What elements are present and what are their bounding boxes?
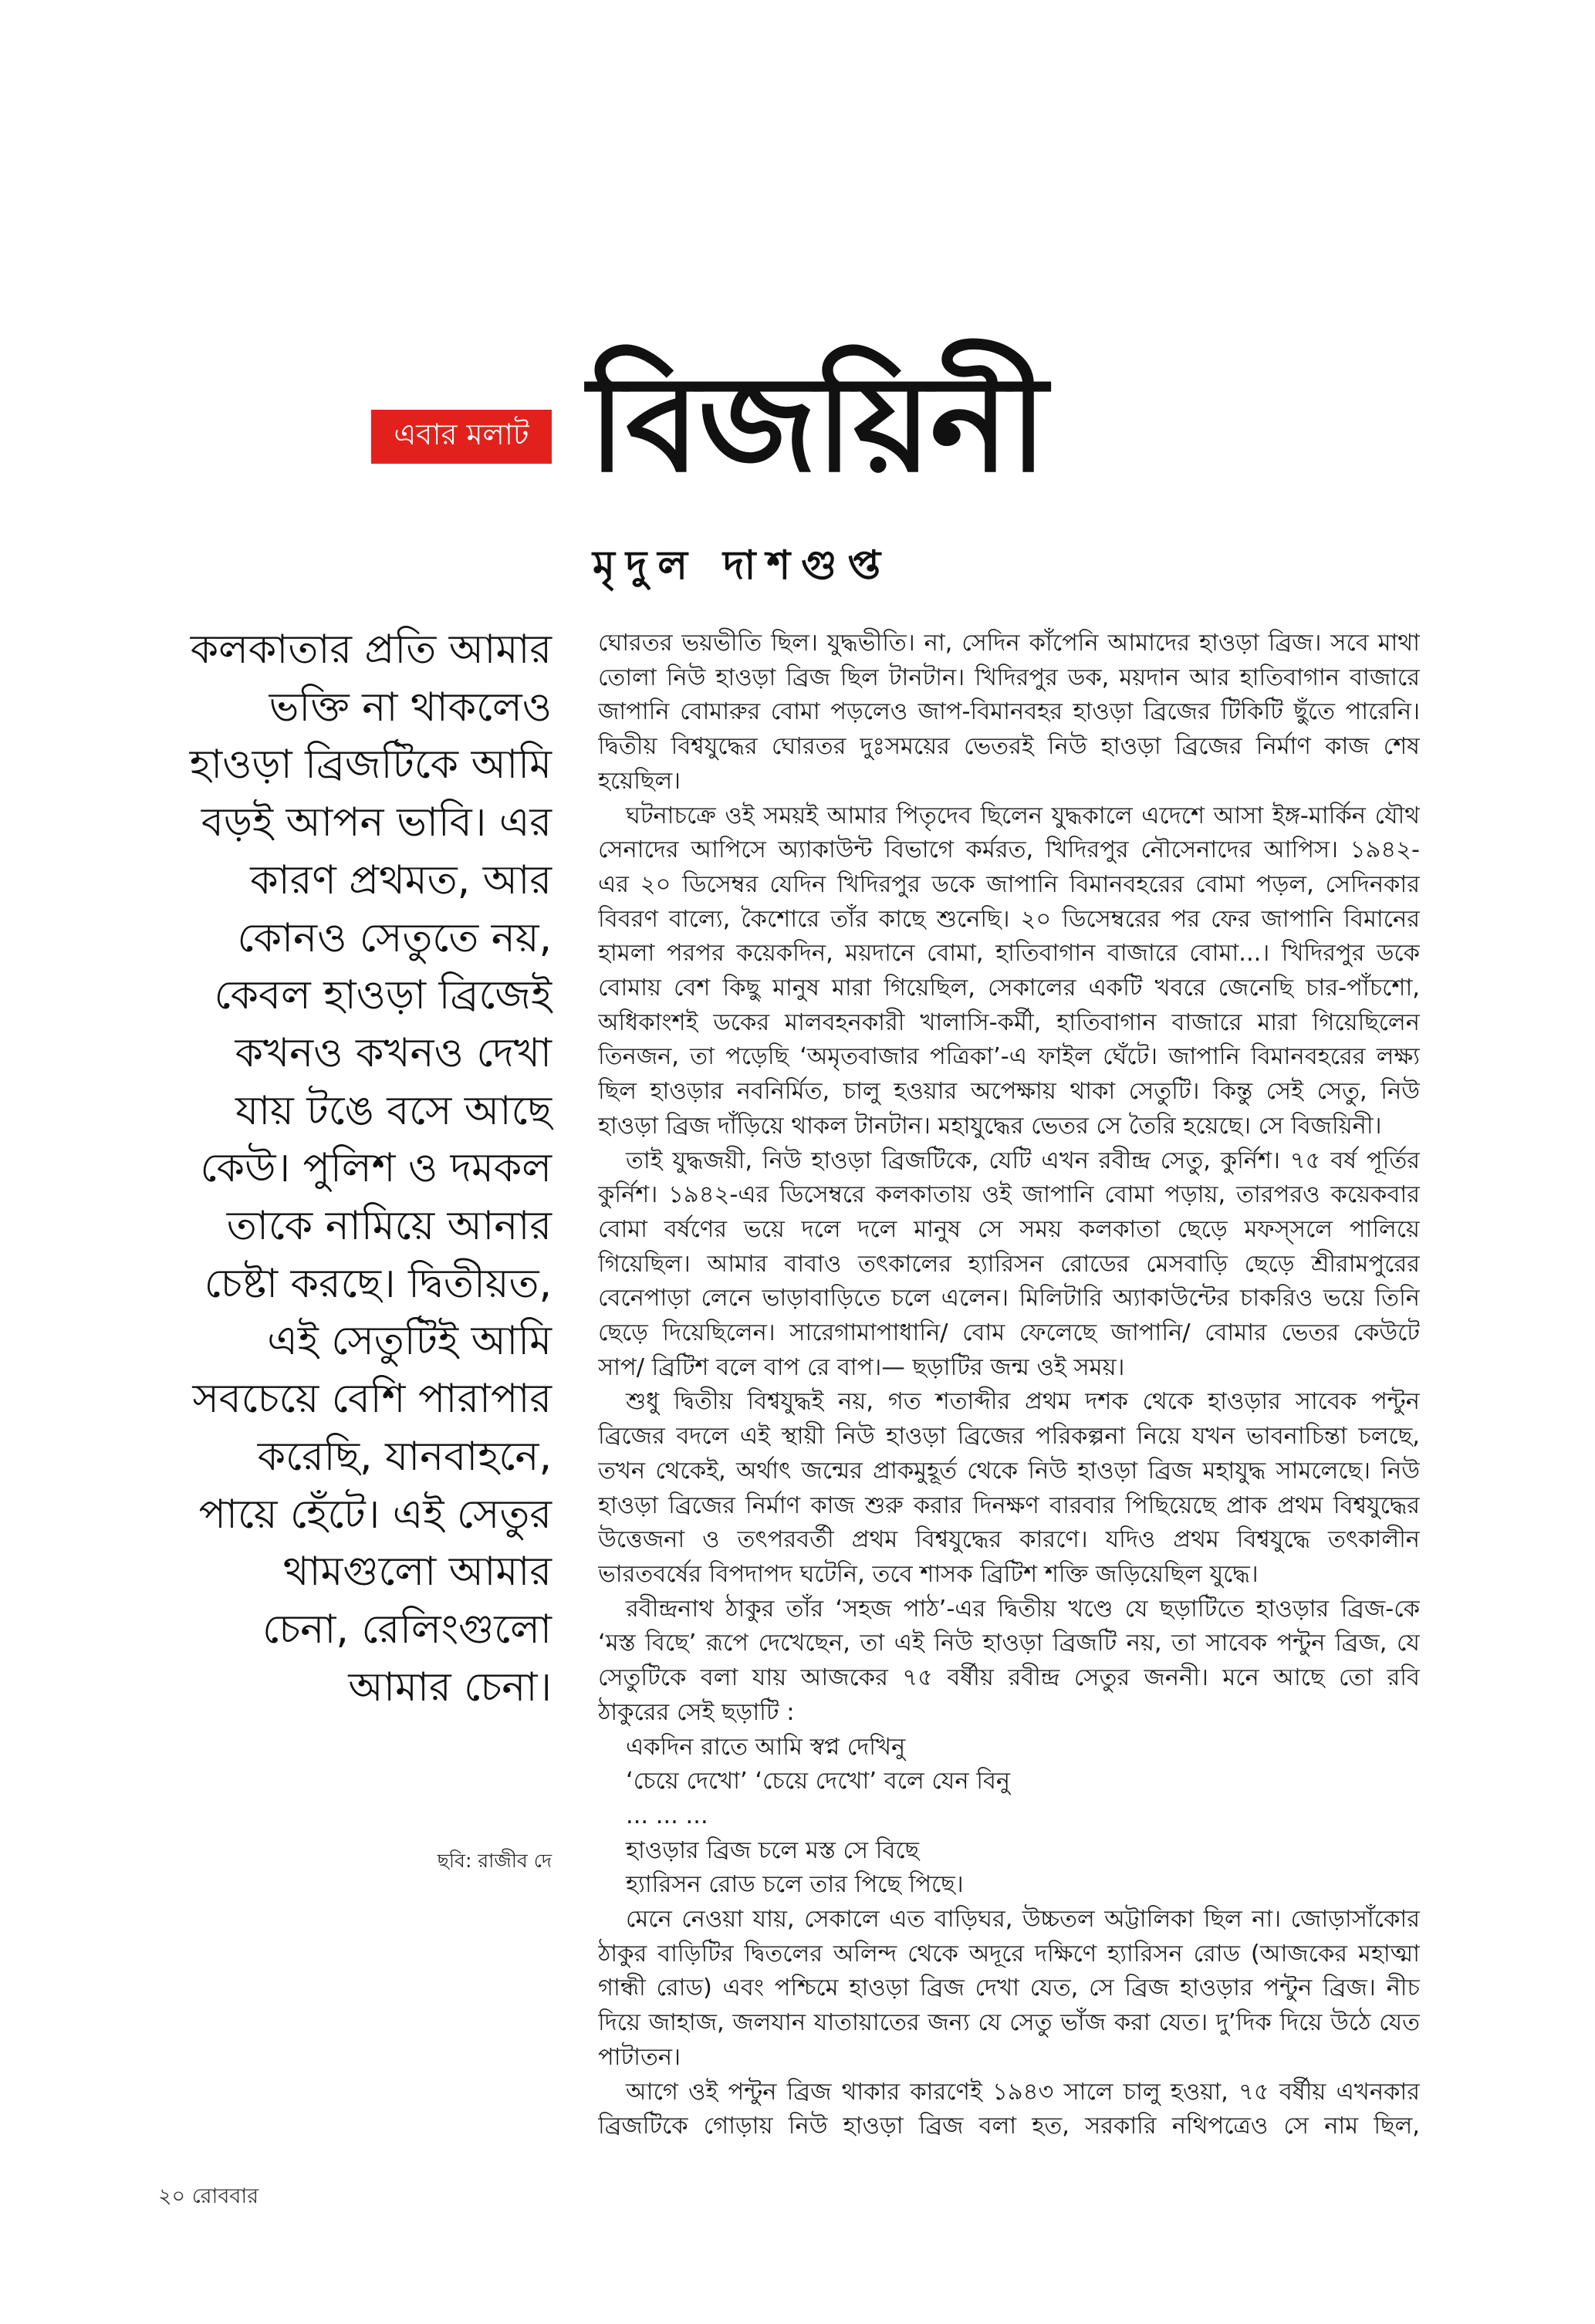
body-line: ছেড়ে দিয়েছিলেন। সারেগামাপাধানি/ বোম ফেলেছে জাপানি/ বোমার ভেতর কেউটে [598,1319,1420,1347]
body-line: তখন থেকেই, অর্থাৎ জন্মের প্রাকমুহূর্ত থেকে নিউ হাওড়া ব্রিজ মহাযুদ্ধ সামলেছে। নিউ [598,1457,1420,1485]
body-line: ঠাকুর বাড়িটির দ্বিতলের অলিন্দ থেকে অদূরে দক্ষিণে হ্যারিসন রোড (আজকের মহাত্মা [598,1940,1420,1968]
paragraph [598,627,1420,799]
body-line: ঠাকুরের সেই ছড়াটি : [598,1698,795,1726]
body-line: বোমায় বেশ কিছু মানুষ মারা গিয়েছিল, সেকালের একটি খবরে জেনেছি চার-পাঁচশো, [598,975,1420,1002]
body-line: গান্ধী রোড) এবং পশ্চিমে হাওড়া ব্রিজ দেখা যেত, সে ব্রিজ হাওড়ার পন্টুন ব্রিজ। নীচ [598,1974,1420,2002]
poem-line: হাওড়ার ব্রিজ চলে মস্ত সে বিছে [626,1836,920,1864]
pull-quote-line: ভক্তি না থাকলেও [269,684,552,731]
body-line: ভারতবর্ষের বিপদাপদ ঘটেনি, তবে শাসক ব্রিটিশ শক্তি জড়িয়েছিল যুদ্ধে। [598,1560,1259,1588]
body-line: হয়েছিল। [598,767,681,795]
pull-quote [166,621,552,1716]
body-line: হাওড়া ব্রিজের নির্মাণ কাজ শুরু করার দিনক্ষণ বারবার পিছিয়েছে প্রাক প্রথম বিশ্বযুদ্ধের [598,1491,1420,1519]
pull-quote-line: পায়ে হেঁটে। এই সেতুর [198,1491,552,1538]
body-line: ‘মস্ত বিছে’ রূপে দেখেছেন, তা এই নিউ হাওড়া ব্রিজটি নয়, তা সাবেক পন্টুন ব্রিজ, যে [598,1630,1420,1657]
poem-line: ... ... ... [626,1802,708,1829]
body-line: ঘোরতর ভয়ভীতি ছিল। যুদ্ধভীতি। না, সেদিন কাঁপেনি আমাদের হাওড়া ব্রিজ। সবে মাথা [598,630,1420,657]
body-line: রবীন্দ্রনাথ ঠাকুর তাঁর ‘সহজ পাঠ’-এর দ্বিতীয় খণ্ডে যে ছড়াটিতে হাওড়ার ব্রিজ-কে [626,1595,1420,1623]
article-body [598,627,1420,2144]
body-line: শুধু দ্বিতীয় বিশ্বযুদ্ধই নয়, গত শতাব্দীর প্রথম দশক থেকে হাওড়ার সাবেক পন্টুন [626,1388,1420,1416]
author-byline: মৃদুল দাশগুপ্ত [593,542,892,589]
page-footer: ২০ রোববার [158,2184,259,2208]
paragraph [598,1144,1420,1386]
pull-quote-line: বড়ই আপন ভাবি। এর [201,799,552,846]
pull-quote-line: কলকাতার প্রতি আমার [190,627,552,673]
body-line: জাপানি বোমারুর বোমা পড়লেও জাপ-বিমানবহর হাওড়া ব্রিজের টিকিটি ছুঁতে পারেনি। [598,698,1420,726]
body-line: গিয়েছিল। আমার বাবাও তৎকালের হ্যারিসন রোডের মেসবাড়ি ছেড়ে শ্রীরামপুরের [598,1250,1420,1278]
pull-quote-line: সবচেয়ে বেশি পারাপার [192,1376,552,1423]
pull-quote-line: তাকে নামিয়ে আনার [226,1203,552,1250]
pull-quote-line: চেনা, রেলিংগুলো [262,1606,552,1653]
pull-quote-line: আমার চেনা। [348,1664,552,1711]
body-line: ব্রিজের বদলে এই স্থায়ী নিউ হাওড়া ব্রিজের পরিকল্পনা নিয়ে যখন ভাবনাচিন্তা চলছে, [598,1423,1420,1451]
body-line: ঘটনাচক্রে ওই সময়ই আমার পিতৃদেব ছিলেন যুদ্ধকালে এদেশে আসা ইঙ্গ-মার্কিন যৌথ [626,802,1420,829]
pull-quote-line: চেষ্টা করছে। দ্বিতীয়ত, [204,1260,552,1307]
pull-quote-line: এই সেতুটিই আমি [267,1318,552,1365]
pull-quote-line: করেছি, যানবাহনে, [257,1433,552,1480]
poem-line: হ্যারিসন রোড চলে তার পিছে পিছে। [626,1871,964,1899]
body-line: কুর্নিশ। ১৯৪২-এর ডিসেম্বরে কলকাতায় ওই জাপানি বোমা পড়ায়, তারপরও কয়েকবার [598,1181,1420,1209]
paragraph [598,1593,1420,1731]
paragraph [598,1903,1420,2076]
poem-line: ‘চেয়ে দেখো’ ‘চেয়ে দেখো’ বলে যেন বিনু [626,1768,1011,1795]
body-line: উত্তেজনা ও তৎপরবর্তী প্রথম বিশ্বযুদ্ধের কারণে। যদিও প্রথম বিশ্বযুদ্ধে তৎকালীন [598,1526,1420,1554]
body-line: তোলা নিউ হাওড়া ব্রিজ ছিল টানটান। খিদিরপুর ডক, ময়দান আর হাতিবাগান বাজারে [598,664,1420,691]
pull-quote-line: কেউ। পুলিশ ও দমকল [200,1145,552,1192]
paragraph [598,799,1420,1144]
body-line: বোমা বর্ষণের ভয়ে দলে দলে মানুষ সে সময় কলকাতা ছেড়ে মফস্‌সলে পালিয়ে [598,1215,1420,1243]
body-line: দিয়ে জাহাজ, জলযান যাতায়াতের জন্য যে সেতু ভাঁজ করা যেত। দু’দিক দিয়ে উঠে যেত [598,2009,1420,2037]
pull-quote-line: কখনও কখনও দেখা [235,1029,552,1076]
body-line: এর ২০ ডিসেম্বর যেদিন খিদিরপুর ডকে জাপানি বিমানবহরের বোমা পড়ল, সেদিনকার [598,870,1420,898]
photo-credit: ছবি: রাজীব দে [437,1849,552,1872]
body-line: ছিল হাওড়ার নবনির্মিত, চালু হওয়ার অপেক্ষায় থাকা সেতুটি। কিন্তু সেই সেতু, নিউ [598,1078,1420,1106]
body-line: আগে ওই পন্টুন ব্রিজ থাকার কারণেই ১৯৪৩ সালে চালু হওয়া, ৭৫ বর্ষীয় এখনকার [626,2078,1420,2106]
body-line: অধিকাংশই ডকের মালবহনকারী খালাসি-কর্মী, হাতিবাগান বাজারে মারা গিয়েছিলেন [598,1008,1420,1036]
body-line: দ্বিতীয় বিশ্বযুদ্ধের ঘোরতর দুঃসময়ের ভেতরই নিউ হাওড়া ব্রিজের নির্মাণ কাজ শেষ [598,733,1420,761]
body-line: বিবরণ বাল্যে, কৈশোরে তাঁর কাছে শুনেছি। ২০ ডিসেম্বরের পর ফের জাপানি বিমানের [598,905,1420,933]
body-line: হাওড়া ব্রিজ দাঁড়িয়ে থাকল টানটান। মহাযুদ্ধের ভেতর সে তৈরি হয়েছে। সে বিজয়িনী। [598,1112,1382,1140]
body-line: তিনজন, তা পড়েছি ‘অমৃতবাজার পত্রিকা’-এ ফাইল ঘেঁটে। জাপানি বিমানবহরের লক্ষ্য [598,1043,1420,1071]
body-line: সাপ/ ব্রিটিশ বলে বাপ রে বাপ।— ছড়াটির জন্ম ওই সময়। [598,1353,1125,1381]
pull-quote-line: হাওড়া ব্রিজটিকে আমি [189,741,552,789]
body-line: সেনাদের আপিসে অ্যাকাউন্ট বিভাগে কর্মরত, খিদিরপুর নৌসেনাদের আপিস। ১৯৪২- [598,836,1420,864]
body-line: হামলা পরপর কয়েকদিন, ময়দানে বোমা, হাতিবাগান বাজারে বোমা...। খিদিরপুর ডকে [598,940,1420,968]
poem-stanza [598,1731,1420,1903]
body-line: সেতুটিকে বলা যায় আজকের ৭৫ বর্ষীয় রবীন্দ্র সেতুর জননী। মনে আছে তো রবি [598,1664,1420,1692]
paragraph [598,2076,1420,2144]
paragraph [598,1385,1420,1592]
body-line: বেনেপাড়া লেনে ভাড়াবাড়িতে চলে এলেন। মিলিটারি অ্যাকাউন্টের চাকরিও ভয়ে তিনি [598,1285,1420,1312]
section-label: এবার মলাট [371,410,552,464]
pull-quote-line: যায় টঙে বসে আছে [235,1087,552,1134]
pull-quote-line: কেবল হাওড়া ব্রিজেই [214,972,552,1019]
article-title: বিজয়িনী [588,346,1046,502]
pull-quote-line: কারণ প্রথমত, আর [250,856,552,904]
body-line: পাটাতন। [598,2043,681,2071]
pull-quote-line: থামগুলো আমার [282,1549,552,1596]
poem-line: একদিন রাতে আমি স্বপ্ন দেখিনু [626,1733,906,1761]
body-line: তাই যুদ্ধজয়ী, নিউ হাওড়া ব্রিজটিকে, যেটি এখন রবীন্দ্র সেতু, কুর্নিশ। ৭৫ বর্ষ পূর্তির [626,1147,1420,1174]
body-line: মেনে নেওয়া যায়, সেকালে এত বাড়িঘর, উচ্চতল অট্টালিকা ছিল না। জোড়াসাঁকোর [626,1906,1420,1934]
body-line: ব্রিজটিকে গোড়ায় নিউ হাওড়া ব্রিজ বলা হত, সরকারি নথিপত্রেও সে নাম ছিল, [598,2113,1420,2140]
pull-quote-line: কোনও সেতুতে নয়, [237,914,552,961]
